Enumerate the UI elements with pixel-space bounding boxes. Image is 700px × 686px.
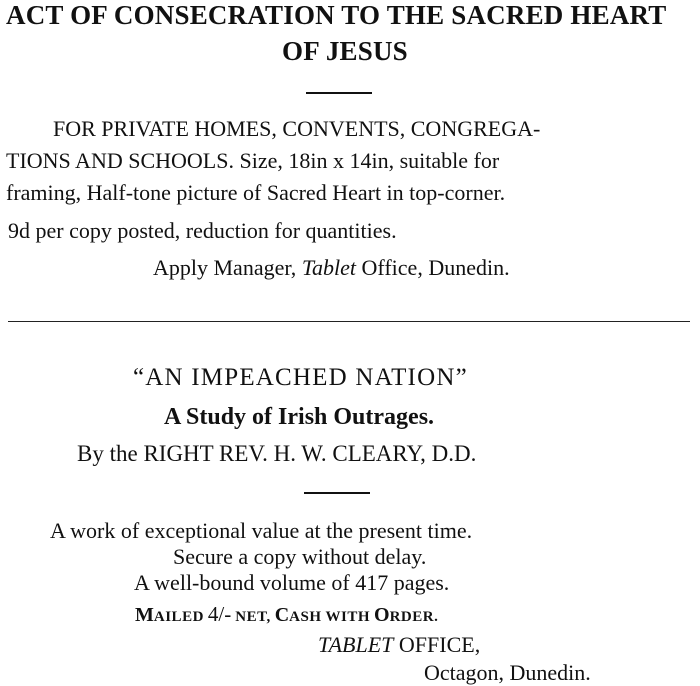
ad2-net: NET, (235, 609, 271, 625)
ad2-mailed-line (135, 604, 438, 625)
ad2-subtitle: A Study of Irish Outrages. (164, 404, 435, 430)
ad2-title-divider (304, 492, 370, 494)
ad2-office-tablet: TABLET (318, 632, 394, 657)
ad1-body-line2: TIONS AND SCHOOLS. Size, 18in x 14in, suitable for (6, 148, 500, 173)
ad2-author: By the RIGHT REV. H. W. CLEARY, D.D. (77, 441, 477, 466)
section-divider (8, 321, 690, 322)
ad2-cash-cap: C (274, 604, 290, 626)
ad2-cash-rest: ASH WITH (289, 609, 371, 625)
ad1-apply-line (153, 257, 510, 279)
ad2-mailed-rest: AILED (153, 609, 204, 625)
ad2-line1: A work of exceptional value at the present time. (50, 518, 473, 543)
ad2-office-line (318, 634, 480, 656)
ad2-mailed-cap: M (135, 604, 154, 626)
ad2-order-cap: O (374, 604, 390, 626)
ad1-title-divider (306, 92, 372, 94)
ad2-line2: Secure a copy without delay. (173, 544, 427, 569)
ad1-apply-tablet: Tablet (301, 255, 357, 280)
ad1-apply-suffix: Office, Dunedin. (361, 255, 510, 280)
ad1-title-line1: ACT OF CONSECRATION TO THE SACRED HEART (6, 0, 667, 30)
ad2-address: Octagon, Dunedin. (424, 660, 591, 685)
ad1-title-line2: OF JESUS (282, 36, 408, 66)
ad1-body-line1: FOR PRIVATE HOMES, CONVENTS, CONGREGA- (53, 116, 541, 141)
ad1-body-line4: 9d per copy posted, reduction for quantities. (8, 218, 397, 243)
ad2-title: “AN IMPEACHED NATION” (133, 364, 468, 391)
ad2-line3: A well-bound volume of 417 pages. (134, 570, 450, 595)
ad1-apply-prefix: Apply Manager, (153, 255, 297, 280)
ad2-office-rest: OFFICE, (398, 632, 481, 657)
ad2-price: 4/- (207, 602, 232, 626)
ad1-body-line3: framing, Half-tone picture of Sacred Heart in top-corner. (6, 180, 506, 205)
ad2-order-rest: RDER. (389, 609, 439, 625)
